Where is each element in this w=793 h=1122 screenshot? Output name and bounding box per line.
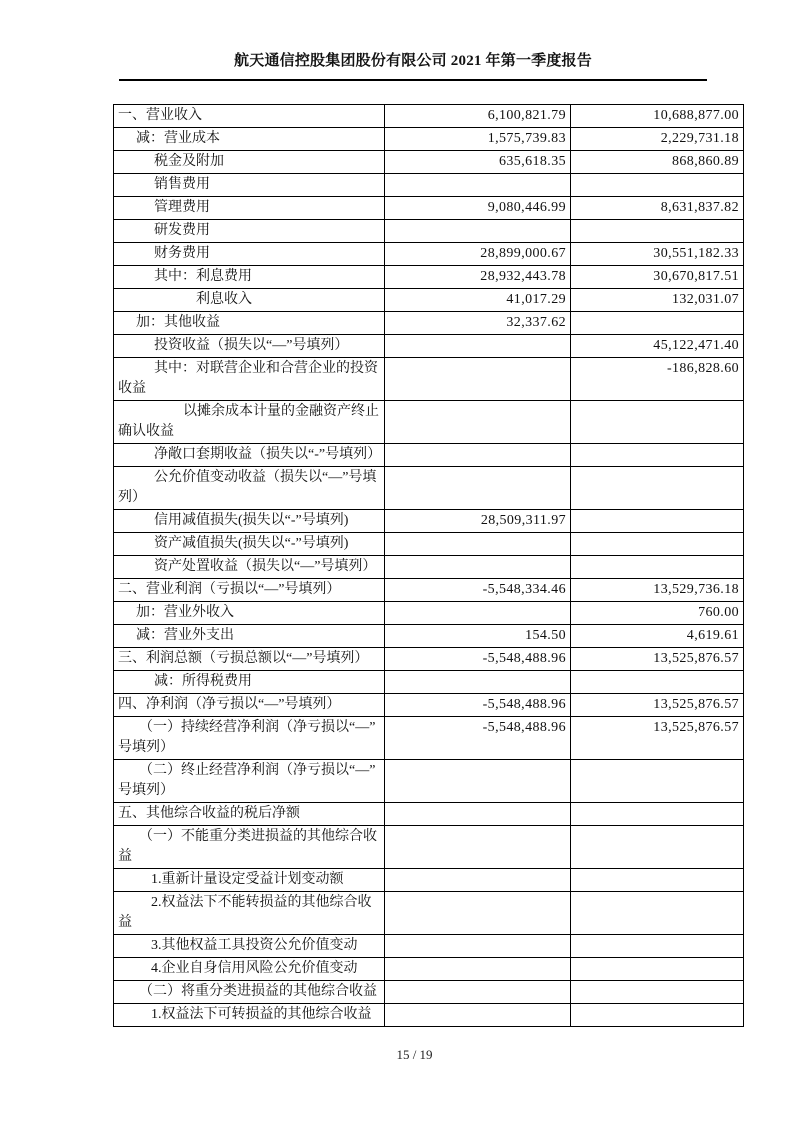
table-row [114, 981, 744, 1004]
row-label: 投资收益（损失以“—”号填列） [114, 335, 385, 358]
table-row [114, 243, 744, 266]
table-row [114, 958, 744, 981]
row-label: 其中：对联营企业和合营企业的投资收益 [114, 358, 385, 401]
current-period-value: 32,337.62 [385, 312, 571, 335]
current-period-value [385, 401, 571, 444]
prior-period-value [571, 958, 744, 981]
prior-period-value: 13,525,876.57 [571, 694, 744, 717]
table-row [114, 892, 744, 935]
prior-period-value [571, 401, 744, 444]
table-row [114, 266, 744, 289]
row-label: 减：营业外支出 [114, 625, 385, 648]
table-row [114, 401, 744, 444]
prior-period-value [571, 510, 744, 533]
current-period-value: 635,618.35 [385, 151, 571, 174]
row-label: 税金及附加 [114, 151, 385, 174]
row-label: 财务费用 [114, 243, 385, 266]
table-row [114, 671, 744, 694]
table-row [114, 197, 744, 220]
prior-period-value: 30,670,817.51 [571, 266, 744, 289]
prior-period-value [571, 803, 744, 826]
table-row [114, 174, 744, 197]
row-label: 销售费用 [114, 174, 385, 197]
row-label: 3.其他权益工具投资公允价值变动 [114, 935, 385, 958]
income-statement-table [113, 104, 744, 1027]
table-row [114, 935, 744, 958]
current-period-value [385, 556, 571, 579]
row-label: 减：所得税费用 [114, 671, 385, 694]
row-label: 一、营业收入 [114, 105, 385, 128]
prior-period-value [571, 760, 744, 803]
row-label: 利息收入 [114, 289, 385, 312]
current-period-value: 28,899,000.67 [385, 243, 571, 266]
prior-period-value [571, 935, 744, 958]
current-period-value [385, 760, 571, 803]
current-period-value: 41,017.29 [385, 289, 571, 312]
table-row [114, 717, 744, 760]
row-label: 1.权益法下可转损益的其他综合收益 [114, 1004, 385, 1027]
prior-period-value [571, 826, 744, 869]
current-period-value [385, 335, 571, 358]
table-row [114, 648, 744, 671]
row-label: 公允价值变动收益（损失以“—”号填列） [114, 467, 385, 510]
table-row [114, 625, 744, 648]
prior-period-value [571, 981, 744, 1004]
table-row [114, 358, 744, 401]
row-label: 资产处置收益（损失以“—”号填列） [114, 556, 385, 579]
row-label: （二）终止经营净利润（净亏损以“—”号填列） [114, 760, 385, 803]
current-period-value [385, 602, 571, 625]
row-label: 管理费用 [114, 197, 385, 220]
current-period-value [385, 981, 571, 1004]
table-row [114, 220, 744, 243]
current-period-value: 1,575,739.83 [385, 128, 571, 151]
prior-period-value [571, 220, 744, 243]
current-period-value [385, 935, 571, 958]
current-period-value: -5,548,488.96 [385, 694, 571, 717]
prior-period-value: 13,525,876.57 [571, 717, 744, 760]
current-period-value: -5,548,488.96 [385, 717, 571, 760]
current-period-value [385, 174, 571, 197]
row-label: 加：营业外收入 [114, 602, 385, 625]
table-row [114, 803, 744, 826]
table-row [114, 444, 744, 467]
row-label: 五、其他综合收益的税后净额 [114, 803, 385, 826]
table-row [114, 289, 744, 312]
table-row [114, 128, 744, 151]
prior-period-value: 13,529,736.18 [571, 579, 744, 602]
current-period-value [385, 467, 571, 510]
prior-period-value [571, 312, 744, 335]
prior-period-value: 30,551,182.33 [571, 243, 744, 266]
current-period-value [385, 958, 571, 981]
prior-period-value [571, 533, 744, 556]
current-period-value: 28,509,311.97 [385, 510, 571, 533]
prior-period-value: 45,122,471.40 [571, 335, 744, 358]
prior-period-value: 132,031.07 [571, 289, 744, 312]
current-period-value [385, 533, 571, 556]
prior-period-value: 760.00 [571, 602, 744, 625]
current-period-value [385, 826, 571, 869]
row-label: 净敞口套期收益（损失以“-”号填列） [114, 444, 385, 467]
prior-period-value: 13,525,876.57 [571, 648, 744, 671]
report-header [119, 52, 707, 81]
prior-period-value [571, 444, 744, 467]
table-row [114, 105, 744, 128]
current-period-value [385, 869, 571, 892]
row-label: 信用减值损失(损失以“-”号填列) [114, 510, 385, 533]
prior-period-value: 8,631,837.82 [571, 197, 744, 220]
row-label: 4.企业自身信用风险公允价值变动 [114, 958, 385, 981]
table-row [114, 826, 744, 869]
current-period-value: -5,548,334.46 [385, 579, 571, 602]
row-label: 1.重新计量设定受益计划变动额 [114, 869, 385, 892]
table-row [114, 335, 744, 358]
row-label: （一）持续经营净利润（净亏损以“—”号填列） [114, 717, 385, 760]
row-label: （二）将重分类进损益的其他综合收益 [114, 981, 385, 1004]
prior-period-value [571, 174, 744, 197]
prior-period-value [571, 892, 744, 935]
page-number: 15 / 19 [396, 1047, 433, 1062]
row-label: 其中：利息费用 [114, 266, 385, 289]
current-period-value: 6,100,821.79 [385, 105, 571, 128]
current-period-value: 154.50 [385, 625, 571, 648]
table-row [114, 760, 744, 803]
prior-period-value [571, 671, 744, 694]
prior-period-value: 10,688,877.00 [571, 105, 744, 128]
prior-period-value: 4,619.61 [571, 625, 744, 648]
table-row [114, 312, 744, 335]
table-row [114, 1004, 744, 1027]
prior-period-value [571, 869, 744, 892]
table-row [114, 467, 744, 510]
prior-period-value: 2,229,731.18 [571, 128, 744, 151]
table-row [114, 694, 744, 717]
current-period-value [385, 220, 571, 243]
current-period-value: 9,080,446.99 [385, 197, 571, 220]
row-label: 加：其他收益 [114, 312, 385, 335]
current-period-value [385, 358, 571, 401]
prior-period-value [571, 556, 744, 579]
table-row [114, 151, 744, 174]
row-label: 研发费用 [114, 220, 385, 243]
prior-period-value: 868,860.89 [571, 151, 744, 174]
table-row [114, 579, 744, 602]
row-label: （一）不能重分类进损益的其他综合收益 [114, 826, 385, 869]
current-period-value [385, 1004, 571, 1027]
table-row [114, 556, 744, 579]
row-label: 二、营业利润（亏损以“—”号填列） [114, 579, 385, 602]
current-period-value [385, 444, 571, 467]
current-period-value [385, 671, 571, 694]
row-label: 四、净利润（净亏损以“—”号填列） [114, 694, 385, 717]
current-period-value [385, 892, 571, 935]
table-row [114, 510, 744, 533]
current-period-value: 28,932,443.78 [385, 266, 571, 289]
prior-period-value: -186,828.60 [571, 358, 744, 401]
row-label: 2.权益法下不能转损益的其他综合收益 [114, 892, 385, 935]
row-label: 资产减值损失(损失以“-”号填列) [114, 533, 385, 556]
table-row [114, 602, 744, 625]
table-row [114, 869, 744, 892]
row-label: 以摊余成本计量的金融资产终止确认收益 [114, 401, 385, 444]
current-period-value: -5,548,488.96 [385, 648, 571, 671]
row-label: 减：营业成本 [114, 128, 385, 151]
current-period-value [385, 803, 571, 826]
prior-period-value [571, 467, 744, 510]
report-header-title: 航天通信控股集团股份有限公司 2021 年第一季度报告 [234, 53, 592, 69]
table-row [114, 533, 744, 556]
row-label: 三、利润总额（亏损总额以“—”号填列） [114, 648, 385, 671]
prior-period-value [571, 1004, 744, 1027]
